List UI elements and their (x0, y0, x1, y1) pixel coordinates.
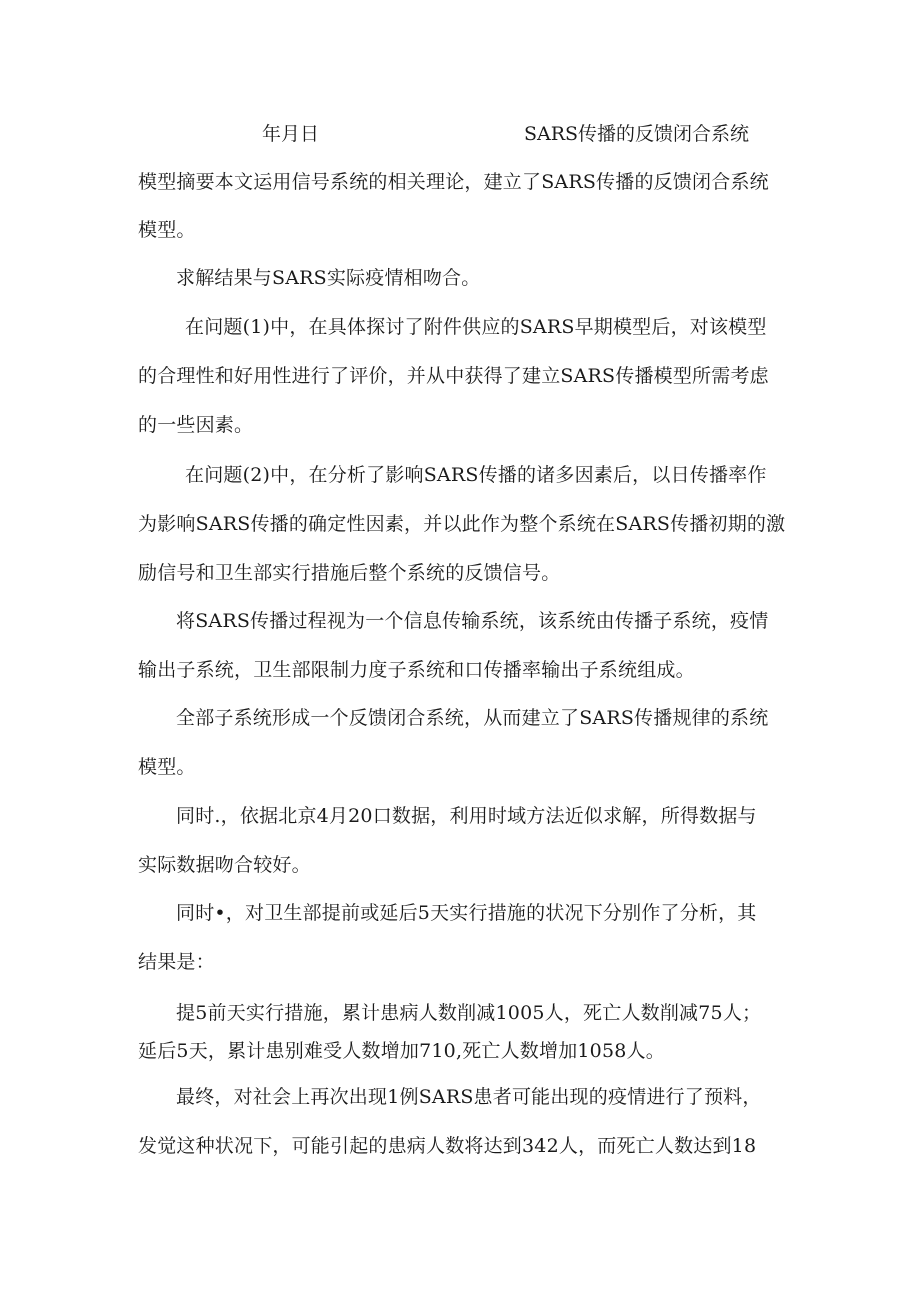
text-line: 在问题(1)中，在具体探讨了附件供应的SARS早期模型后，对该模型 (185, 316, 767, 338)
text-line: 模型。 (138, 756, 196, 778)
text-line: 全部子系统形成一个反馈闭合系统，从而建立了SARS传播规律的系统 (176, 707, 769, 729)
text-line: 的合理性和好用性进行了评价，并从中获得了建立SARS传播模型所需考虑 (138, 365, 769, 387)
text-line: 为影响SARS传播的确定性因素，并以此作为整个系统在SARS传播初期的激 (138, 513, 786, 535)
header-title: SARS传播的反馈闭合系统 (524, 123, 750, 145)
text-line: 最终，对社会上再次出现1例SARS患者可能出现的疫情进行了预料， (176, 1086, 762, 1108)
text-line: 同时.，依据北京4月20口数据，利用时域方法近似求解，所得数据与 (176, 805, 757, 827)
text-line: 在问题(2)中，在分析了影响SARS传播的诸多因素后，以日传播率作 (185, 464, 767, 486)
text-line: 输出子系统，卫生部限制力度子系统和口传播率输出子系统组成。 (138, 659, 695, 681)
text-line: 将SARS传播过程视为一个信息传输系统，该系统由传播子系统，疫情 (176, 610, 769, 632)
text-line: 发觉这种状况下，可能引起的患病人数将达到342人，而死亡人数达到18 (138, 1135, 757, 1157)
text-line: 求解结果与SARS实际疫情相吻合。 (176, 267, 481, 289)
text-line: 实际数据吻合较好。 (138, 854, 311, 876)
text-line: 的一些因素。 (138, 414, 254, 436)
text-line: 提5前天实行措施，累计患病人数削减1005人，死亡人数削减75人； (176, 1002, 762, 1024)
header-date: 年月日 (262, 123, 320, 145)
text-line: 励信号和卫生部实行措施后整个系统的反馈信号。 (138, 562, 561, 584)
text-line: 模型摘要本文运用信号系统的相关理论，建立了SARS传播的反馈闭合系统 (138, 171, 769, 193)
text-line: 延后5天，累计患别难受人数增加710,死亡人数增加1058人。 (138, 1040, 665, 1062)
text-line: 同时•，对卫生部提前或延后5天实行措施的状况下分别作了分析，其 (176, 902, 757, 924)
text-line: 模型。 (138, 219, 196, 241)
text-line: 结果是： (138, 951, 215, 973)
